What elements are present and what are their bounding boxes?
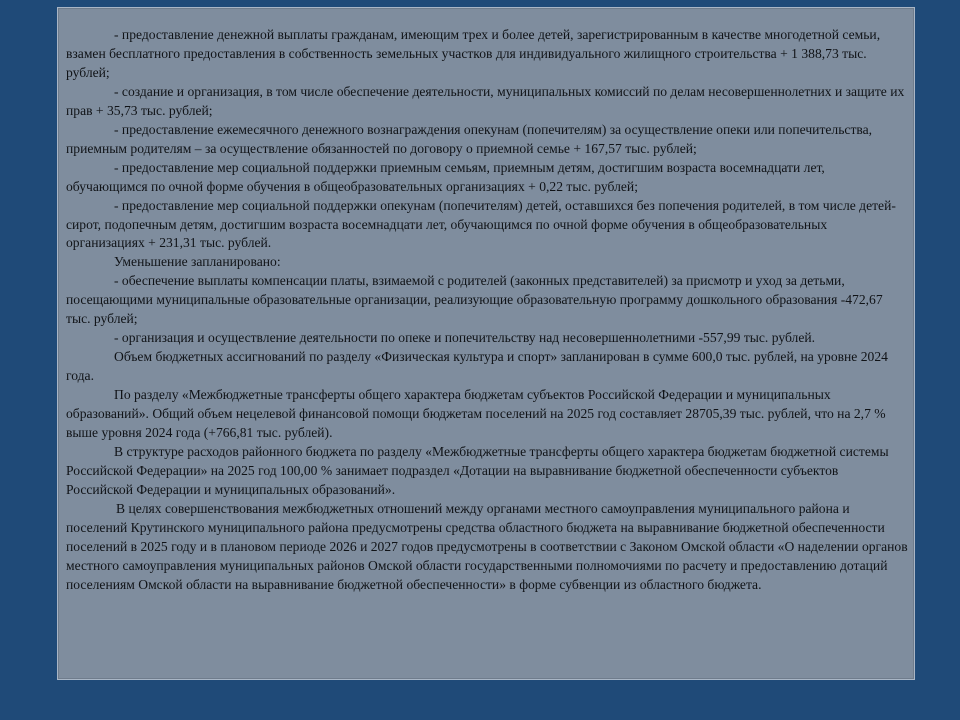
- paragraph-guardianship-activity: - организация и осуществление деятельности по опеке и попечительству над несовершеннолетними -557,99 тыс. рублей.: [114, 330, 816, 346]
- paragraph-physical-culture-sport: Объем бюджетных ассигнований по разделу «Физическая культура и спорт» запланирован в сумме 600,0 тыс. рублей, на уровне 2024 года.: [66, 349, 888, 384]
- paragraph-preschool-compensation: - обеспечение выплаты компенсации платы, взимаемой с родителей (законных представителей) за присмотр и уход за детьми, посещающими муниципальные образовательные организации, реализующие образовательную программу дошкольного образования -472,67 тыс. рублей;: [66, 273, 883, 327]
- document-body: [66, 26, 908, 595]
- paragraph-guardianship-support: - предоставление мер социальной поддержки опекунам (попечителям) детей, оставшихся без попечения родителей, в том числе детей-сирот, подопечным детям, достигшим возраста восемнадцати лет, обучающимся по очной форме обучения в общеобразовательных организациях + 231,31 тыс. рублей.: [66, 197, 896, 251]
- paragraph-interbudget-relations: В целях совершенствования межбюджетных отношений между органами местного самоуправления муниципального района и поселений Крутинского муниципального района предусмотрены средства областного бюджета на выравнивание бюджетной обеспеченности поселений в 2025 году и в плановом периоде 2026 и 2027 годов предусмотрены в соответствии с Законом Омской области «О наделении органов местного самоуправления муниципальных районов Омской области государственными полномочиями по расчету и предоставлению дотаций поселениям Омской области на выравнивание бюджетной обеспеченности» в форме субвенции из областного бюджета.: [66, 500, 908, 592]
- paragraph-minors-commissions: - создание и организация, в том числе обеспечение деятельности, муниципальных комиссий по делам несовершеннолетних и защите их прав + 35,73 тыс. рублей;: [66, 83, 905, 118]
- paragraph-interbudget-transfers: По разделу «Межбюджетные трансферты общего характера бюджетам субъектов Российской Федерации и муниципальных образований». Общий объем нецелевой финансовой помощи бюджетам поселений на 2025 год составляет 28705,39 тыс. рублей, что на 2,7 % выше уровня 2024 года (+766,81 тыс. рублей).: [66, 387, 886, 441]
- paragraph-guardian-remuneration: - предоставление ежемесячного денежного вознаграждения опекунам (попечителям) за осуществление опеки или попечительства, приемным родителям – за осуществление обязанностей по договору о приемной семье + 167,57 тыс. рублей;: [66, 121, 873, 156]
- paragraph-expenditure-structure: В структуре расходов районного бюджета по разделу «Межбюджетные трансферты общего характера бюджетам бюджетной системы Российской Федерации» на 2025 год 100,00 % занимает подраздел «Дотации на выравнивание бюджетной обеспеченности субъектов Российской Федерации и муниципальных образований».: [66, 443, 889, 497]
- paragraph-foster-families-support: - предоставление мер социальной поддержки приемным семьям, приемным детям, достигшим возраста восемнадцати лет, обучающимся по очной форме обучения в общеобразовательных организациях + 0,22 тыс. рублей;: [66, 159, 825, 194]
- paragraph-decrease-heading: Уменьшение запланировано:: [114, 254, 281, 270]
- text-panel: [57, 7, 915, 680]
- paragraph-large-family-payment: - предоставление денежной выплаты гражданам, имеющим трех и более детей, зарегистрированным в качестве многодетной семьи, взамен бесплатного предоставления в собственность земельных участков для индивидуального жилищного строительства + 1 388,73 тыс. рублей;: [66, 27, 881, 80]
